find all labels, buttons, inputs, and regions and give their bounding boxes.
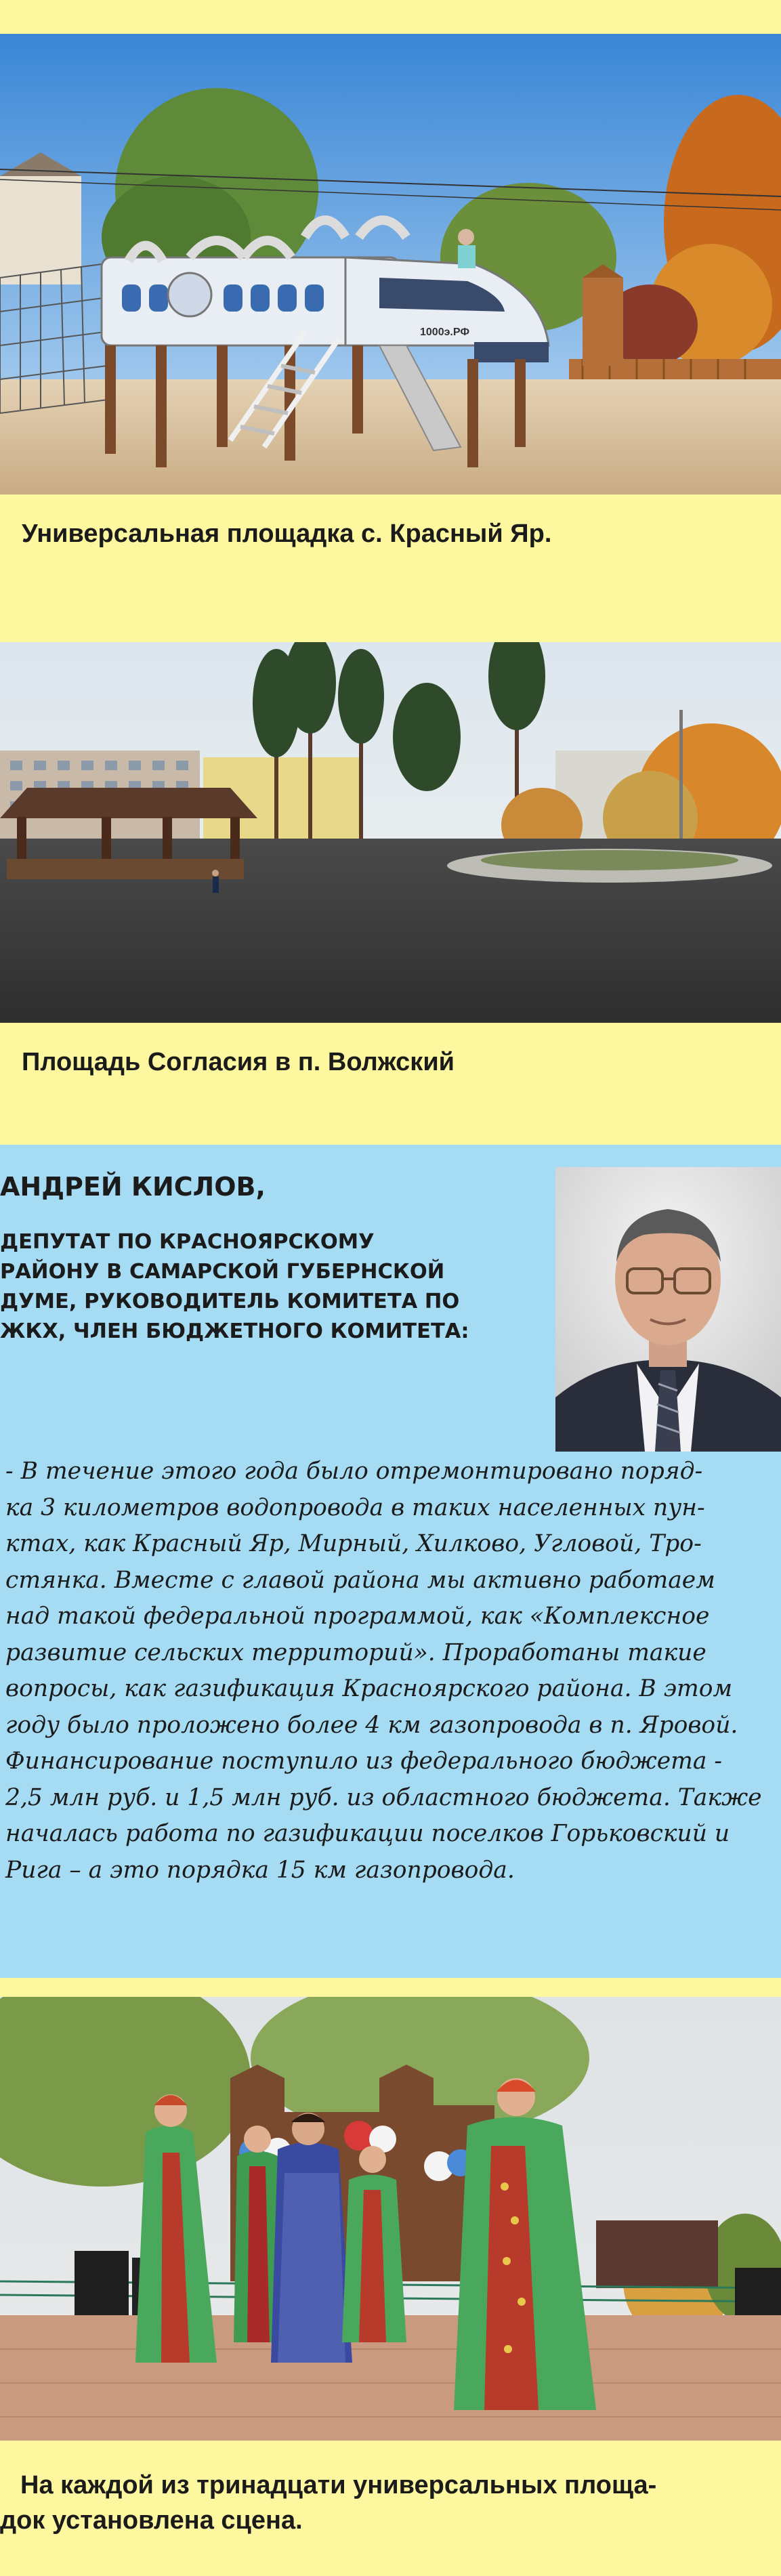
square-photo <box>0 642 781 1023</box>
deputy-portrait <box>555 1167 781 1452</box>
quote-line: развитие сельских территорий». Проработаны такие <box>5 1639 706 1666</box>
train-plate-text: 1000э.РФ <box>420 326 469 338</box>
quote-line: стянка. Вместе с главой района мы активно работаем <box>5 1566 715 1594</box>
stage-photo <box>0 1997 781 2441</box>
stage-caption-line: док установлена сцена. <box>0 2506 303 2535</box>
quote-line: Финансирование поступило из федерального бюджета - <box>5 1748 723 1775</box>
deputy-position-line: РАЙОНУ В САМАРСКОЙ ГУБЕРНСКОЙ <box>0 1260 445 1284</box>
stage-caption <box>0 2468 657 2538</box>
quote-line: ктах, как Красный Яр, Мирный, Хилково, Угловой, Тро- <box>5 1530 702 1557</box>
quote-line: над такой федеральной программой, как «Комплексное <box>5 1603 710 1630</box>
quote-line: ка 3 километров водопровода в таких населенных пун- <box>5 1494 705 1521</box>
quote-line: году было проложено более 4 км газопровода в п. Яровой. <box>5 1711 738 1739</box>
playground-caption: Универсальная площадка с. Красный Яр. <box>22 520 552 548</box>
deputy-quote-box <box>0 1145 781 1978</box>
square-caption: Площадь Согласия в п. Волжский <box>22 1048 455 1076</box>
deputy-position-line: ЖКХ, ЧЛЕН БЮДЖЕТНОГО КОМИТЕТА: <box>0 1319 469 1343</box>
deputy-name: АНДРЕЙ КИСЛОВ, <box>0 1172 266 1202</box>
deputy-position-line: ДЕПУТАТ ПО КРАСНОЯРСКОМУ <box>0 1230 375 1254</box>
quote-line: 2,5 млн руб. и 1,5 млн руб. из областного бюджета. Также <box>5 1783 762 1811</box>
deputy-position <box>0 1227 474 1347</box>
quote-line: началась работа по газификации поселков Горьковский и <box>5 1820 730 1847</box>
playground-photo <box>0 34 781 494</box>
deputy-position-line: ДУМЕ, РУКОВОДИТЕЛЬ КОМИТЕТА ПО <box>0 1290 460 1313</box>
quote-line: Рига – а это порядка 15 км газопровода. <box>5 1856 515 1884</box>
stage-caption-line: На каждой из тринадцати универсальных площа- <box>20 2471 657 2499</box>
deputy-quote <box>5 1454 774 1888</box>
quote-line: - В течение этого года было отремонтировано поряд- <box>5 1458 703 1485</box>
quote-line: вопросы, как газификация Красноярского района. В этом <box>5 1675 733 1702</box>
